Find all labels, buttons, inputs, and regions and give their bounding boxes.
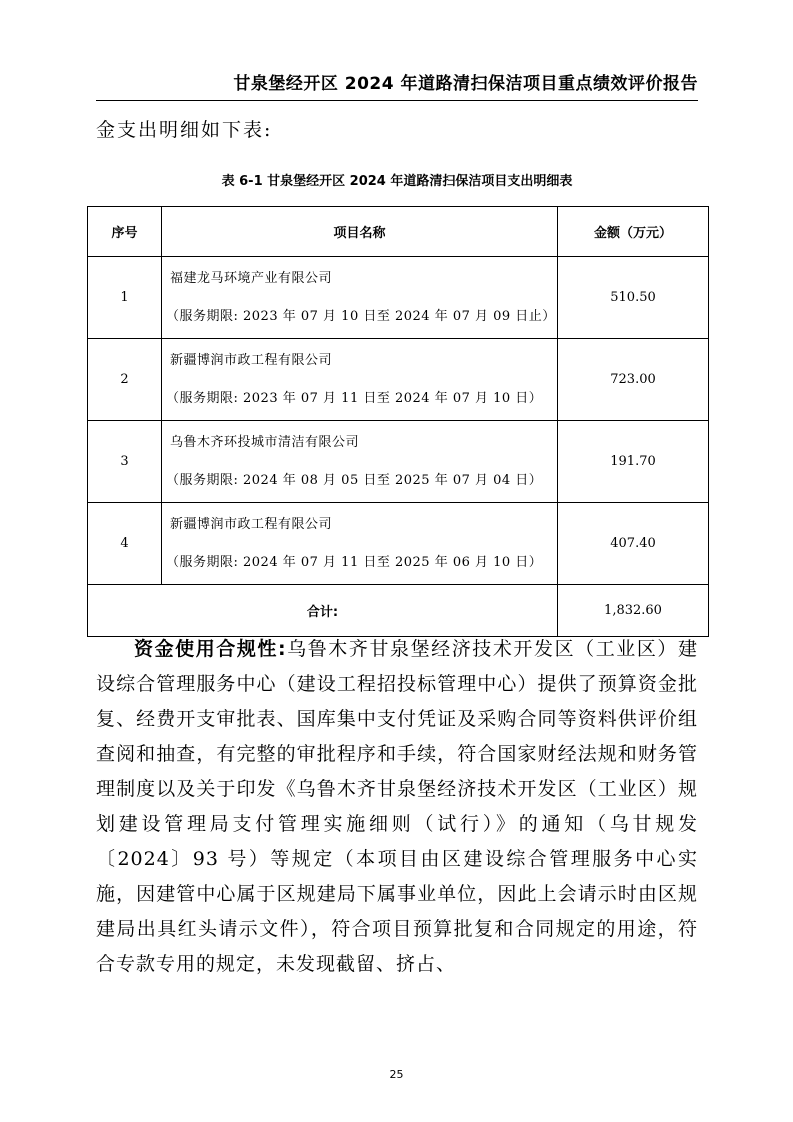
compliance-heading: 资金使用合规性: — [134, 638, 287, 660]
total-amount: 1,832.60 — [558, 585, 709, 637]
row-seq: 4 — [88, 503, 162, 585]
expense-detail-table — [87, 206, 709, 637]
row-seq: 3 — [88, 421, 162, 503]
column-header-seq: 序号 — [88, 207, 162, 257]
row-service-period: （服务期限: 2023 年 07 月 10 日至 2024 年 07 月 09 日止） — [166, 308, 556, 324]
compliance-paragraph — [96, 632, 698, 982]
row-amount: 510.50 — [558, 257, 709, 339]
row-seq: 2 — [88, 339, 162, 421]
row-amount: 407.40 — [558, 503, 709, 585]
row-company: 新疆博润市政工程有限公司 — [170, 352, 333, 368]
row-service-period: （服务期限: 2024 年 08 月 05 日至 2025 年 07 月 04 日） — [166, 472, 543, 488]
column-header-project-name: 项目名称 — [162, 207, 558, 257]
column-header-amount: 金额（万元） — [558, 207, 709, 257]
row-project-name — [162, 339, 558, 421]
row-project-name — [162, 257, 558, 339]
row-amount: 723.00 — [558, 339, 709, 421]
row-seq: 1 — [88, 257, 162, 339]
row-company: 新疆博润市政工程有限公司 — [170, 516, 333, 532]
table-row — [88, 503, 709, 585]
intro-text: 金支出明细如下表: — [96, 119, 273, 141]
header-rule — [96, 100, 698, 101]
compliance-text: 乌鲁木齐甘泉堡经济技术开发区（工业区）建设综合管理服务中心（建设工程招投标管理中心）提供了预算资金批复、经费开支审批表、国库集中支付凭证及采购合同等资料供评价组查阅和抽查，有完整的审批程序和手续，符合国家财经法规和财务管理制度以及关于印发《乌鲁木齐甘泉堡经济技术开发区（工业区）规划建设管理局支付管理实施细则（试行）》的通知（乌甘规发〔2024〕93 号）等规定（本项目由区建设综合管理服务中心实施，因建管中心属于区规建局下属事业单位，因此上会请示时由区规建局出具红头请示文件），符合项目预算批复和合同规定的用途，符合专款专用的规定，未发现截留、挤占、 — [96, 638, 698, 975]
table-header-row — [88, 207, 709, 257]
table-total-row — [88, 585, 709, 637]
table-row — [88, 421, 709, 503]
row-service-period: （服务期限: 2024 年 07 月 11 日至 2025 年 06 月 10 日） — [166, 554, 543, 570]
row-amount: 191.70 — [558, 421, 709, 503]
table-caption: 表 6-1 甘泉堡经开区 2024 年道路清扫保洁项目支出明细表 — [221, 174, 573, 189]
total-label: 合计: — [88, 585, 558, 637]
table-row — [88, 339, 709, 421]
row-project-name — [162, 503, 558, 585]
table-row — [88, 257, 709, 339]
page-number: 25 — [389, 1068, 404, 1081]
page-header-title: 甘泉堡经开区 2024 年道路清扫保洁项目重点绩效评价报告 — [233, 74, 698, 94]
row-service-period: （服务期限: 2023 年 07 月 11 日至 2024 年 07 月 10 日） — [166, 390, 543, 406]
row-project-name — [162, 421, 558, 503]
row-company: 乌鲁木齐环投城市清洁有限公司 — [170, 434, 360, 450]
row-company: 福建龙马环境产业有限公司 — [170, 270, 333, 286]
